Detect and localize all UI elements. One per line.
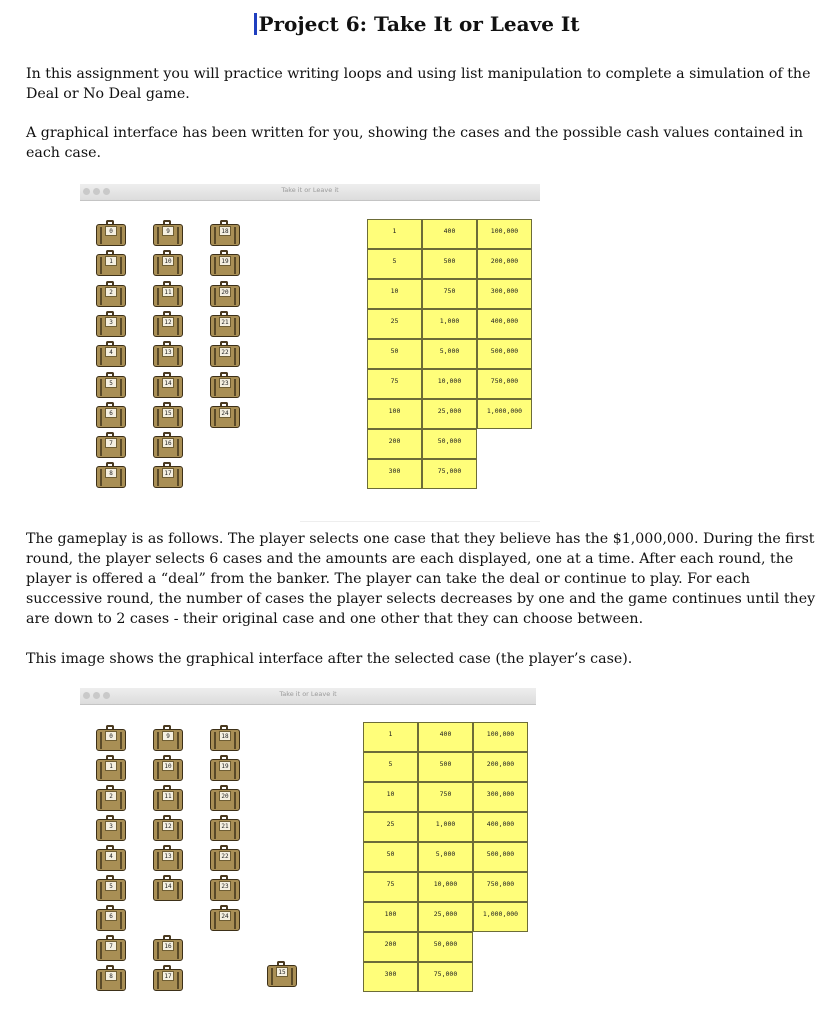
case-number: 3 — [105, 821, 117, 831]
value-cell: 200,000 — [477, 249, 532, 279]
case-number: 13 — [162, 347, 174, 357]
case-number: 19 — [219, 761, 231, 771]
value-cell: 1,000,000 — [473, 902, 528, 932]
empty-cell — [473, 962, 528, 992]
value-cell: 5,000 — [422, 339, 477, 369]
case-16[interactable] — [153, 432, 183, 459]
value-cell: 400,000 — [477, 309, 532, 339]
value-cell: 25,000 — [418, 902, 473, 932]
page-title: Project 6: Take It or Leave It — [0, 12, 834, 36]
case-17[interactable] — [153, 462, 183, 489]
cash-value-board — [363, 722, 528, 992]
window-titlebar — [80, 688, 536, 705]
case-number: 18 — [219, 731, 231, 741]
case-11[interactable] — [153, 281, 183, 308]
case-11[interactable] — [153, 785, 183, 812]
case-number: 16 — [162, 941, 174, 951]
value-cell: 750 — [422, 279, 477, 309]
case-15[interactable] — [153, 402, 183, 429]
value-cell: 75 — [367, 369, 422, 399]
value-cell: 25,000 — [422, 399, 477, 429]
case-number: 15 — [276, 967, 288, 977]
case-7[interactable] — [96, 432, 126, 459]
value-cell: 200,000 — [473, 752, 528, 782]
value-cell: 5 — [367, 249, 422, 279]
value-cell: 50 — [367, 339, 422, 369]
case-number: 17 — [162, 971, 174, 981]
empty-cell — [477, 459, 532, 489]
case-7[interactable] — [96, 935, 126, 962]
case-13[interactable] — [153, 845, 183, 872]
case-number: 2 — [105, 287, 117, 297]
value-cell: 750 — [418, 782, 473, 812]
case-10[interactable] — [153, 250, 183, 277]
case-number: 4 — [105, 347, 117, 357]
case-number: 7 — [105, 438, 117, 448]
gameplay-paragraph: The gameplay is as follows. The player selects one case that they believe has the $1,000,000. During the first round, the player selects 6 cases and the amounts are each displayed, one at a time. After each round, the player is offered a “deal” from the banker. The player can take the deal or continue to play. For each successive round, the number of cases the player selects decreases by one and the game continues until they are down to 2 cases - their original case and one other that they can choose between. — [26, 531, 816, 627]
case-21[interactable] — [210, 815, 240, 842]
case-9[interactable] — [153, 725, 183, 752]
value-cell: 1 — [363, 722, 418, 752]
window-title: Take it or Leave it — [279, 690, 337, 698]
case-number: 5 — [105, 881, 117, 891]
value-cell: 50,000 — [422, 429, 477, 459]
game-window-after-selection — [80, 688, 536, 998]
case-18[interactable] — [210, 220, 240, 247]
case-number: 18 — [219, 226, 231, 236]
value-cell: 400,000 — [473, 812, 528, 842]
case-number: 0 — [105, 731, 117, 741]
case-number: 6 — [105, 408, 117, 418]
case-number: 23 — [219, 881, 231, 891]
value-cell: 100 — [367, 399, 422, 429]
case-23[interactable] — [210, 875, 240, 902]
empty-cell — [473, 932, 528, 962]
case-number: 5 — [105, 378, 117, 388]
case-8[interactable] — [96, 965, 126, 992]
value-cell: 75,000 — [418, 962, 473, 992]
case-number: 10 — [162, 256, 174, 266]
case-0[interactable] — [96, 220, 126, 247]
case-24[interactable] — [210, 905, 240, 932]
case-20[interactable] — [210, 785, 240, 812]
case-number: 23 — [219, 378, 231, 388]
case-5[interactable] — [96, 372, 126, 399]
value-cell: 1,000 — [418, 812, 473, 842]
window-titlebar — [80, 184, 540, 201]
case-3[interactable] — [96, 311, 126, 338]
case-21[interactable] — [210, 311, 240, 338]
case-number: 14 — [162, 378, 174, 388]
value-cell: 300,000 — [473, 782, 528, 812]
case-22[interactable] — [210, 341, 240, 368]
value-cell: 100,000 — [473, 722, 528, 752]
value-cell: 100 — [363, 902, 418, 932]
case-19[interactable] — [210, 250, 240, 277]
case-number: 9 — [162, 731, 174, 741]
value-cell: 500 — [418, 752, 473, 782]
value-cell: 500,000 — [477, 339, 532, 369]
window-title: Take it or Leave it — [281, 186, 339, 194]
case-number: 4 — [105, 851, 117, 861]
case-number: 3 — [105, 317, 117, 327]
value-cell: 500,000 — [473, 842, 528, 872]
case-number: 22 — [219, 347, 231, 357]
case-number: 2 — [105, 791, 117, 801]
case-number: 24 — [219, 911, 231, 921]
empty-cell — [477, 429, 532, 459]
value-cell: 10 — [367, 279, 422, 309]
case-1[interactable] — [96, 250, 126, 277]
case-9[interactable] — [153, 220, 183, 247]
value-cell: 300 — [363, 962, 418, 992]
case-number: 7 — [105, 941, 117, 951]
value-cell: 50 — [363, 842, 418, 872]
case-24[interactable] — [210, 402, 240, 429]
case-2[interactable] — [96, 785, 126, 812]
case-number: 6 — [105, 911, 117, 921]
case-number: 14 — [162, 881, 174, 891]
case-number: 11 — [162, 287, 174, 297]
cash-value-board — [367, 219, 532, 489]
case-number: 10 — [162, 761, 174, 771]
value-cell: 200 — [367, 429, 422, 459]
value-cell: 25 — [367, 309, 422, 339]
case-number: 24 — [219, 408, 231, 418]
case-number: 22 — [219, 851, 231, 861]
case-number: 15 — [162, 408, 174, 418]
value-cell: 1,000 — [422, 309, 477, 339]
case-20[interactable] — [210, 281, 240, 308]
case-4[interactable] — [96, 845, 126, 872]
case-number: 8 — [105, 468, 117, 478]
case-18[interactable] — [210, 725, 240, 752]
value-cell: 1 — [367, 219, 422, 249]
interface-paragraph: A graphical interface has been written for you, showing the cases and the possible cash values contained in each case. — [26, 125, 803, 161]
case-6[interactable] — [96, 905, 126, 932]
value-cell: 750,000 — [477, 369, 532, 399]
case-13[interactable] — [153, 341, 183, 368]
case-14[interactable] — [153, 372, 183, 399]
case-number: 1 — [105, 256, 117, 266]
value-cell: 10,000 — [422, 369, 477, 399]
case-number: 11 — [162, 791, 174, 801]
value-cell: 75 — [363, 872, 418, 902]
case-3[interactable] — [96, 815, 126, 842]
case-1[interactable] — [96, 755, 126, 782]
case-19[interactable] — [210, 755, 240, 782]
selected-case-paragraph: This image shows the graphical interface after the selected case (the player’s case). — [26, 651, 633, 667]
case-23[interactable] — [210, 372, 240, 399]
game-window-initial — [80, 184, 540, 494]
intro-paragraph: In this assignment you will practice writing loops and using list manipulation to complete a simulation of the Deal or No Deal game. — [26, 66, 811, 102]
case-6[interactable] — [96, 402, 126, 429]
value-cell: 25 — [363, 812, 418, 842]
case-4[interactable] — [96, 341, 126, 368]
value-cell: 200 — [363, 932, 418, 962]
case-22[interactable] — [210, 845, 240, 872]
value-cell: 10,000 — [418, 872, 473, 902]
value-cell: 100,000 — [477, 219, 532, 249]
case-number: 20 — [219, 791, 231, 801]
case-0[interactable] — [96, 725, 126, 752]
case-17[interactable] — [153, 965, 183, 992]
value-cell: 10 — [363, 782, 418, 812]
case-14[interactable] — [153, 875, 183, 902]
value-cell: 75,000 — [422, 459, 477, 489]
case-number: 0 — [105, 226, 117, 236]
case-number: 21 — [219, 317, 231, 327]
case-number: 9 — [162, 226, 174, 236]
value-cell: 750,000 — [473, 872, 528, 902]
case-number: 16 — [162, 438, 174, 448]
case-number: 12 — [162, 821, 174, 831]
player-case — [267, 961, 297, 988]
case-number: 8 — [105, 971, 117, 981]
value-cell: 300,000 — [477, 279, 532, 309]
divider — [300, 521, 540, 522]
case-number: 12 — [162, 317, 174, 327]
case-5[interactable] — [96, 875, 126, 902]
case-2[interactable] — [96, 281, 126, 308]
case-number: 20 — [219, 287, 231, 297]
case-number: 19 — [219, 256, 231, 266]
case-12[interactable] — [153, 311, 183, 338]
case-number: 21 — [219, 821, 231, 831]
value-cell: 500 — [422, 249, 477, 279]
case-10[interactable] — [153, 755, 183, 782]
value-cell: 400 — [418, 722, 473, 752]
case-16[interactable] — [153, 935, 183, 962]
case-number: 1 — [105, 761, 117, 771]
case-number: 17 — [162, 468, 174, 478]
value-cell: 5,000 — [418, 842, 473, 872]
value-cell: 50,000 — [418, 932, 473, 962]
value-cell: 1,000,000 — [477, 399, 532, 429]
value-cell: 400 — [422, 219, 477, 249]
case-8[interactable] — [96, 462, 126, 489]
case-number: 13 — [162, 851, 174, 861]
value-cell: 5 — [363, 752, 418, 782]
case-12[interactable] — [153, 815, 183, 842]
value-cell: 300 — [367, 459, 422, 489]
